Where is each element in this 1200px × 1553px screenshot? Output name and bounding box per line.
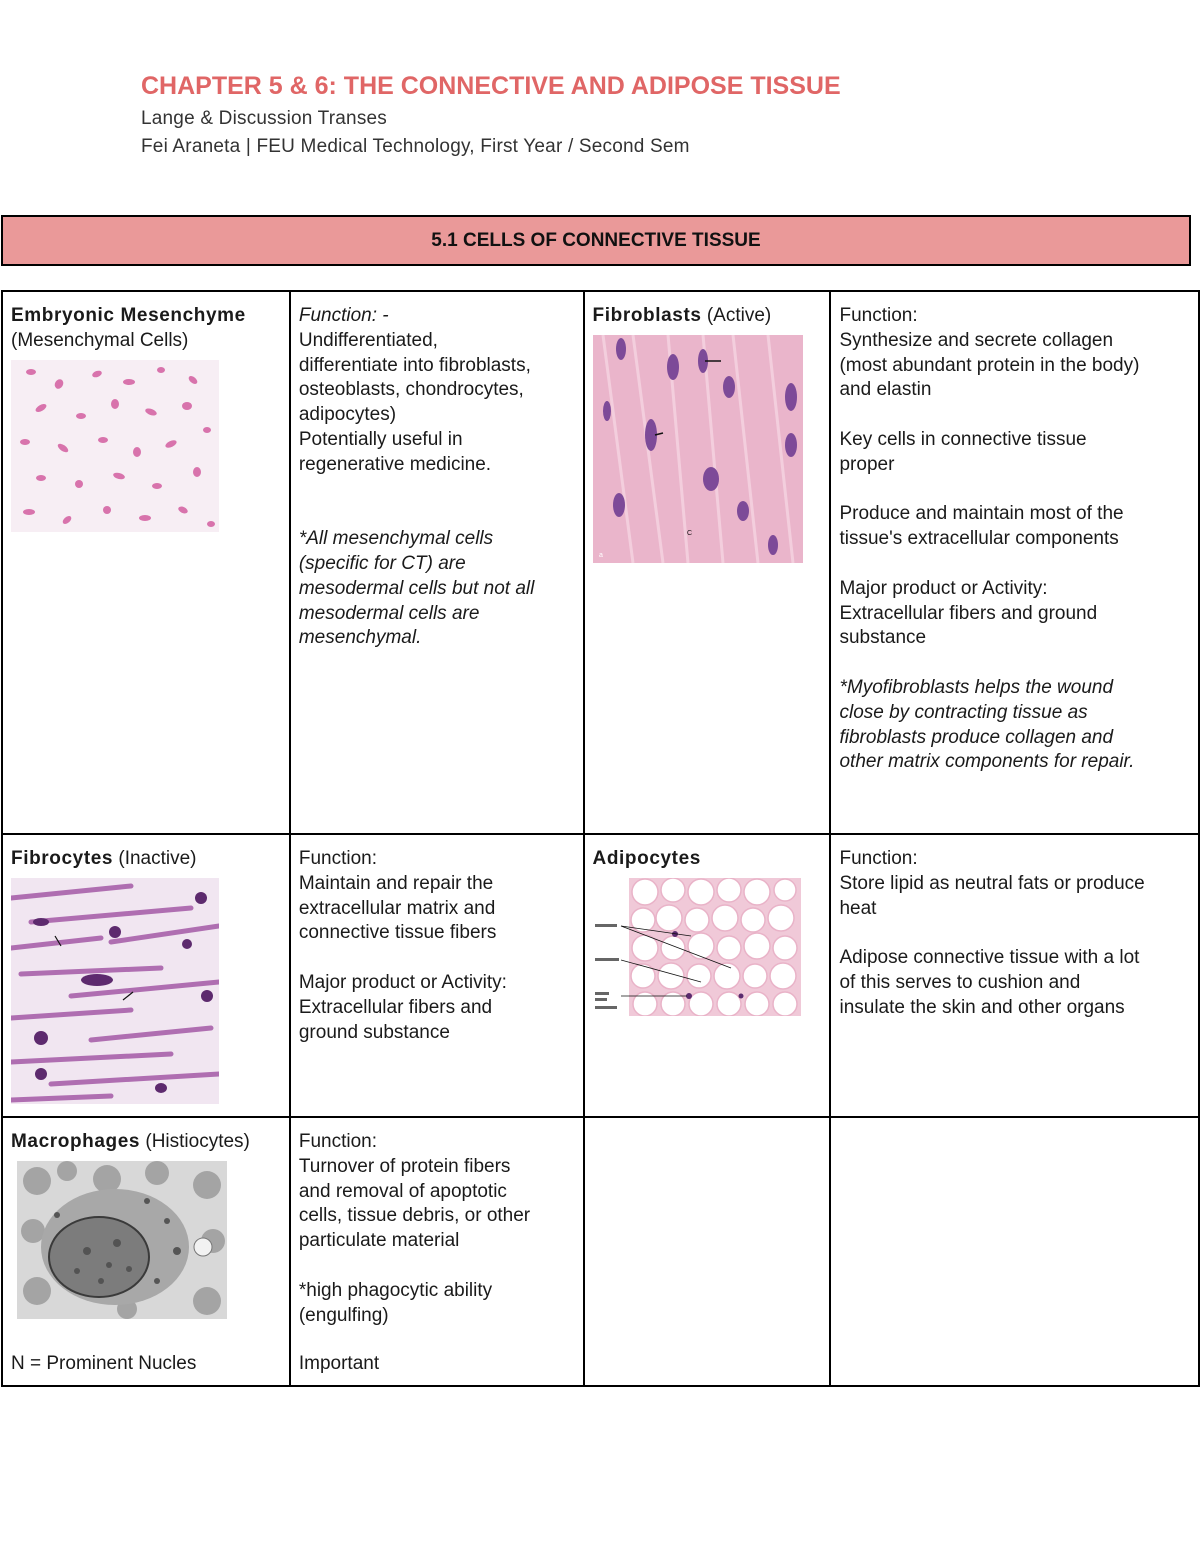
text-line: mesenchymal. (298, 627, 422, 649)
text-line: connective tissue fibers (298, 922, 497, 944)
function-label: Function: (298, 1131, 378, 1152)
cell-name: Fibroblasts (592, 305, 702, 326)
text-line: regenerative medicine. (298, 453, 492, 475)
cell-qualifier: (Inactive) (118, 848, 197, 869)
text-line: mesodermal cells but not all (298, 577, 535, 599)
function-paragraph (839, 872, 1190, 922)
adipocytes-cell (584, 834, 831, 1117)
text-line: insulate the skin and other organs (839, 996, 1125, 1018)
empty-cell (830, 1117, 1199, 1386)
text-line: adipocytes) (298, 404, 397, 426)
text-line: (specific for CT) are (298, 552, 466, 574)
cell-name: Macrophages (11, 1131, 141, 1152)
text-line: fibroblasts produce collagen and (839, 726, 1114, 748)
table-row (2, 1117, 1199, 1386)
text-line: proper (839, 453, 895, 475)
text-line: substance (839, 627, 927, 649)
mesenchyme-cell (2, 291, 290, 834)
fibroblasts-micrograph (593, 335, 803, 563)
cell-qualifier: (Histiocytes) (145, 1131, 250, 1152)
fibrocytes-micrograph (11, 878, 219, 1104)
text-line: Store lipid as neutral fats or produce (839, 872, 1145, 894)
function-paragraph (299, 872, 575, 946)
text-line: mesodermal cells are (298, 602, 480, 624)
text-line: (engulfing) (298, 1304, 389, 1326)
text-line: tissue's extracellular components (839, 528, 1119, 550)
fibroblasts-function (830, 291, 1199, 834)
table-row (2, 834, 1199, 1117)
text-line: Extracellular fibers and (298, 996, 493, 1018)
adipocytes-micrograph (591, 878, 801, 1016)
macrophages-micrograph (17, 1161, 227, 1319)
macrophages-function (290, 1117, 584, 1386)
text-line: of this serves to cushion and (839, 971, 1081, 993)
svg-text:a: a (598, 551, 603, 559)
text-line: heat (839, 897, 877, 919)
cell-qualifier: (Active) (706, 305, 772, 326)
table-row (2, 291, 1199, 834)
mesenchyme-micrograph (11, 360, 219, 532)
function-paragraph (299, 1279, 575, 1329)
text-line: ground substance (298, 1021, 450, 1043)
cells-table (1, 290, 1200, 1387)
mesenchyme-function (290, 291, 584, 834)
function-footnote: Important (298, 1353, 380, 1375)
function-label: Function: - (298, 305, 389, 326)
fibrocytes-function (290, 834, 584, 1117)
page-subtitle: Lange & Discussion Transes (141, 108, 387, 129)
text-line: Major product or Activity: (298, 971, 507, 993)
text-line: extracellular matrix and (298, 897, 496, 919)
text-line: and removal of apoptotic (298, 1180, 507, 1202)
text-line: differentiate into fibroblasts, (298, 354, 531, 376)
function-paragraph (839, 502, 1190, 552)
text-line: Turnover of protein fibers (298, 1155, 511, 1177)
section-banner: 5.1 CELLS OF CONNECTIVE TISSUE (1, 215, 1191, 266)
text-line: Major product or Activity: (839, 577, 1048, 599)
text-line: close by contracting tissue as (839, 701, 1088, 723)
text-line: cells, tissue debris, or other (298, 1205, 531, 1227)
cell-name: Fibrocytes (11, 848, 114, 869)
text-line: Extracellular fibers and ground (839, 602, 1098, 624)
function-paragraph (299, 1155, 575, 1254)
function-label: Function: (839, 305, 918, 326)
text-line: Produce and maintain most of the (839, 503, 1124, 525)
page-byline: Fei Araneta | FEU Medical Technology, First Year / Second Sem (141, 136, 690, 157)
cell-name: Embryonic Mesenchyme (11, 305, 246, 326)
svg-text:C: C (686, 529, 692, 537)
function-note (299, 527, 575, 651)
text-line: other matrix components for repair. (839, 751, 1135, 773)
text-line: *Myofibroblasts helps the wound (839, 676, 1114, 698)
fibroblasts-cell (584, 291, 831, 834)
text-line: Synthesize and secrete collagen (839, 329, 1114, 351)
text-line: Potentially useful in (298, 428, 463, 450)
page-title: CHAPTER 5 & 6: THE CONNECTIVE AND ADIPOSE TISSUE (141, 72, 841, 100)
text-line: osteoblasts, chondrocytes, (298, 379, 524, 401)
text-line: *All mesenchymal cells (298, 528, 494, 550)
text-line: Adipose connective tissue with a lot (839, 947, 1140, 969)
macrophages-cell (2, 1117, 290, 1386)
function-paragraph (839, 577, 1190, 651)
text-line: particulate material (298, 1230, 460, 1252)
empty-cell (584, 1117, 831, 1386)
function-description (299, 329, 575, 478)
text-line: *high phagocytic ability (298, 1279, 493, 1301)
cell-qualifier: (Mesenchymal Cells) (11, 329, 189, 351)
text-line: (most abundant protein in the body) (839, 354, 1140, 376)
function-paragraph (839, 329, 1190, 403)
cell-footnote: N = Prominent Nucles (11, 1353, 197, 1375)
fibrocytes-cell (2, 834, 290, 1117)
function-label: Function: (839, 848, 918, 869)
cell-name: Adipocytes (592, 848, 701, 869)
adipocytes-function (830, 834, 1199, 1117)
text-line: Undifferentiated, (298, 329, 438, 351)
text-line: Maintain and repair the (298, 872, 494, 894)
function-paragraph (299, 971, 575, 1045)
function-paragraph (839, 428, 1190, 478)
text-line: and elastin (839, 379, 932, 401)
function-paragraph (839, 946, 1190, 1020)
text-line: Key cells in connective tissue (839, 428, 1087, 450)
function-label: Function: (298, 848, 378, 869)
function-note (839, 676, 1190, 775)
